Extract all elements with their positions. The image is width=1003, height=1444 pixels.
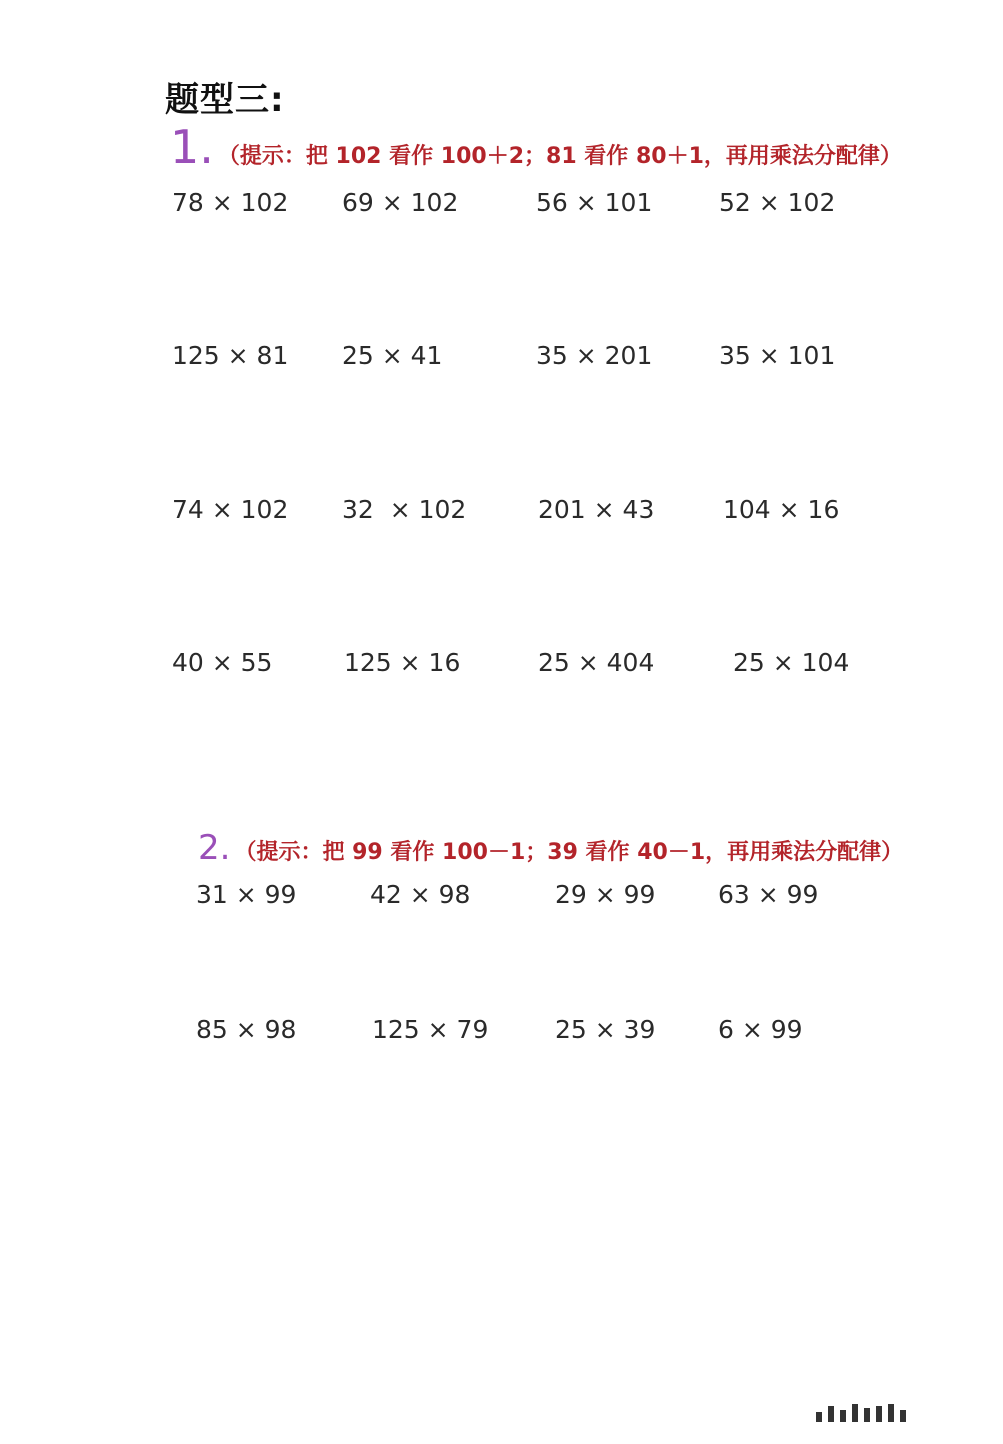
problem: 42 × 98 [370,880,471,909]
problem: 32 × 102 [342,495,467,524]
problem: 125 × 79 [372,1015,489,1044]
problem: 56 × 101 [536,188,653,217]
page-title: 题型三: [165,80,285,120]
problem: 85 × 98 [196,1015,297,1044]
section-2-hint: （提示：把 99 看作 100－1；39 看作 40－1，再用乘法分配律） [234,840,904,865]
problem: 52 × 102 [719,188,836,217]
problem: 29 × 99 [555,880,656,909]
section-1-header [170,120,902,174]
problem: 31 × 99 [196,880,297,909]
problem: 25 × 39 [555,1015,656,1044]
section-1-number: 1. [170,120,214,174]
problem: 201 × 43 [538,495,655,524]
problem: 104 × 16 [723,495,840,524]
problem: 35 × 201 [536,341,653,370]
problem: 40 × 55 [172,648,273,677]
problem: 25 × 404 [538,648,655,677]
problem: 74 × 102 [172,495,289,524]
problem: 125 × 81 [172,341,289,370]
problem: 6 × 99 [718,1015,803,1044]
problem: 69 × 102 [342,188,459,217]
problem: 78 × 102 [172,188,289,217]
problem: 125 × 16 [344,648,461,677]
section-1-hint: （提示：把 102 看作 100＋2；81 看作 80＋1，再用乘法分配律） [217,144,902,169]
section-2-header [198,828,903,868]
problem: 25 × 41 [342,341,443,370]
section-2-number: 2. [198,828,231,868]
problem: 25 × 104 [733,648,850,677]
problem: 63 × 99 [718,880,819,909]
problem: 35 × 101 [719,341,836,370]
watermark-mark [816,1404,981,1422]
